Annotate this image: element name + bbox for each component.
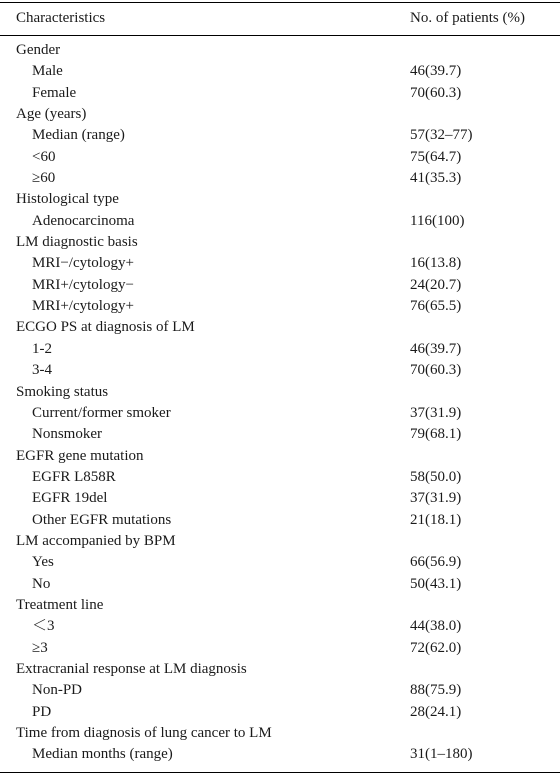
row-label: ≥3 — [32, 639, 48, 656]
category-label: EGFR gene mutation — [16, 447, 144, 464]
category-row — [0, 104, 560, 125]
category-row — [0, 317, 560, 338]
category-row — [0, 382, 560, 403]
row-label: EGFR L858R — [32, 468, 116, 485]
category-label: Extracranial response at LM diagnosis — [16, 660, 247, 677]
row-label: PD — [32, 703, 52, 720]
header-characteristics: Characteristics — [16, 10, 106, 26]
row-label: Adenocarcinoma — [32, 212, 135, 229]
row-label: Current/former smoker — [32, 404, 171, 421]
row-value: 16(13.8) — [410, 255, 462, 272]
row-value: 41(35.3) — [410, 170, 462, 187]
table-row — [0, 83, 560, 104]
row-label: MRI−/cytology+ — [32, 255, 134, 272]
row-value: 46(39.7) — [410, 340, 462, 357]
category-row — [0, 659, 560, 680]
row-value: 116(100) — [410, 212, 465, 229]
row-label: No — [32, 575, 51, 592]
table-row — [0, 147, 560, 168]
row-value: 70(60.3) — [410, 84, 462, 101]
table-row — [0, 616, 560, 637]
row-label: EGFR 19del — [32, 490, 108, 507]
table-row — [0, 574, 560, 595]
category-row — [0, 446, 560, 467]
category-row — [0, 723, 560, 744]
header-patient-count: No. of patients (%) — [410, 10, 525, 26]
table-row — [0, 296, 560, 317]
category-row — [0, 531, 560, 552]
table-row — [0, 424, 560, 445]
row-value: 50(43.1) — [410, 575, 462, 592]
row-value: 75(64.7) — [410, 148, 462, 165]
row-value: 70(60.3) — [410, 362, 462, 379]
row-label: Yes — [32, 554, 54, 571]
table-row — [0, 360, 560, 381]
table-row — [0, 510, 560, 531]
table-row — [0, 638, 560, 659]
row-value: 58(50.0) — [410, 468, 462, 485]
row-value: 57(32–77) — [410, 127, 473, 144]
table-row — [0, 168, 560, 189]
category-row — [0, 189, 560, 210]
category-label: Age (years) — [16, 106, 87, 123]
table-row — [0, 61, 560, 82]
header-rule — [0, 35, 560, 36]
row-label: Male — [32, 63, 63, 80]
table-row — [0, 680, 560, 701]
category-row — [0, 232, 560, 253]
row-value: 37(31.9) — [410, 490, 462, 507]
row-label: 3-4 — [32, 362, 52, 379]
row-label: Female — [32, 84, 77, 101]
table-row — [0, 125, 560, 146]
row-value: 66(56.9) — [410, 554, 462, 571]
table-row — [0, 702, 560, 723]
row-label: ≥60 — [32, 170, 56, 187]
category-label: LM diagnostic basis — [16, 234, 138, 251]
row-value: 31(1–180) — [410, 746, 473, 763]
row-label: MRI+/cytology− — [32, 276, 134, 293]
category-label: Histological type — [16, 191, 119, 208]
table-body — [0, 40, 560, 766]
table-row — [0, 403, 560, 424]
table-row — [0, 339, 560, 360]
row-label: <60 — [32, 148, 56, 165]
row-value: 46(39.7) — [410, 63, 462, 80]
row-label: Median (range) — [32, 127, 125, 144]
row-value: 76(65.5) — [410, 298, 462, 315]
category-row — [0, 595, 560, 616]
row-value: 44(38.0) — [410, 618, 462, 635]
row-value: 37(31.9) — [410, 404, 462, 421]
table-row — [0, 744, 560, 765]
row-label: ＜3 — [32, 618, 55, 635]
category-row — [0, 40, 560, 61]
table-row — [0, 488, 560, 509]
category-label: ECGO PS at diagnosis of LM — [16, 319, 195, 336]
row-value: 88(75.9) — [410, 682, 462, 699]
table-row — [0, 467, 560, 488]
category-label: LM accompanied by BPM — [16, 532, 176, 549]
category-label: Gender — [16, 42, 61, 58]
row-label: Non-PD — [32, 682, 83, 699]
row-label: MRI+/cytology+ — [32, 298, 134, 315]
row-value: 24(20.7) — [410, 276, 462, 293]
table-row — [0, 211, 560, 232]
row-value: 28(24.1) — [410, 703, 462, 720]
row-value: 21(18.1) — [410, 511, 462, 528]
row-label: 1-2 — [32, 340, 52, 357]
table-row — [0, 253, 560, 274]
row-value: 79(68.1) — [410, 426, 462, 443]
table-row — [0, 275, 560, 296]
table-row — [0, 552, 560, 573]
table-header — [0, 2, 560, 35]
row-value: 72(62.0) — [410, 639, 462, 656]
category-label: Treatment line — [16, 596, 104, 613]
row-label: Other EGFR mutations — [32, 511, 172, 528]
row-label: Nonsmoker — [32, 426, 102, 443]
category-label: Smoking status — [16, 383, 109, 400]
row-label: Median months (range) — [32, 746, 173, 763]
category-label: Time from diagnosis of lung cancer to LM — [16, 725, 272, 741]
bottom-rule — [0, 772, 560, 773]
